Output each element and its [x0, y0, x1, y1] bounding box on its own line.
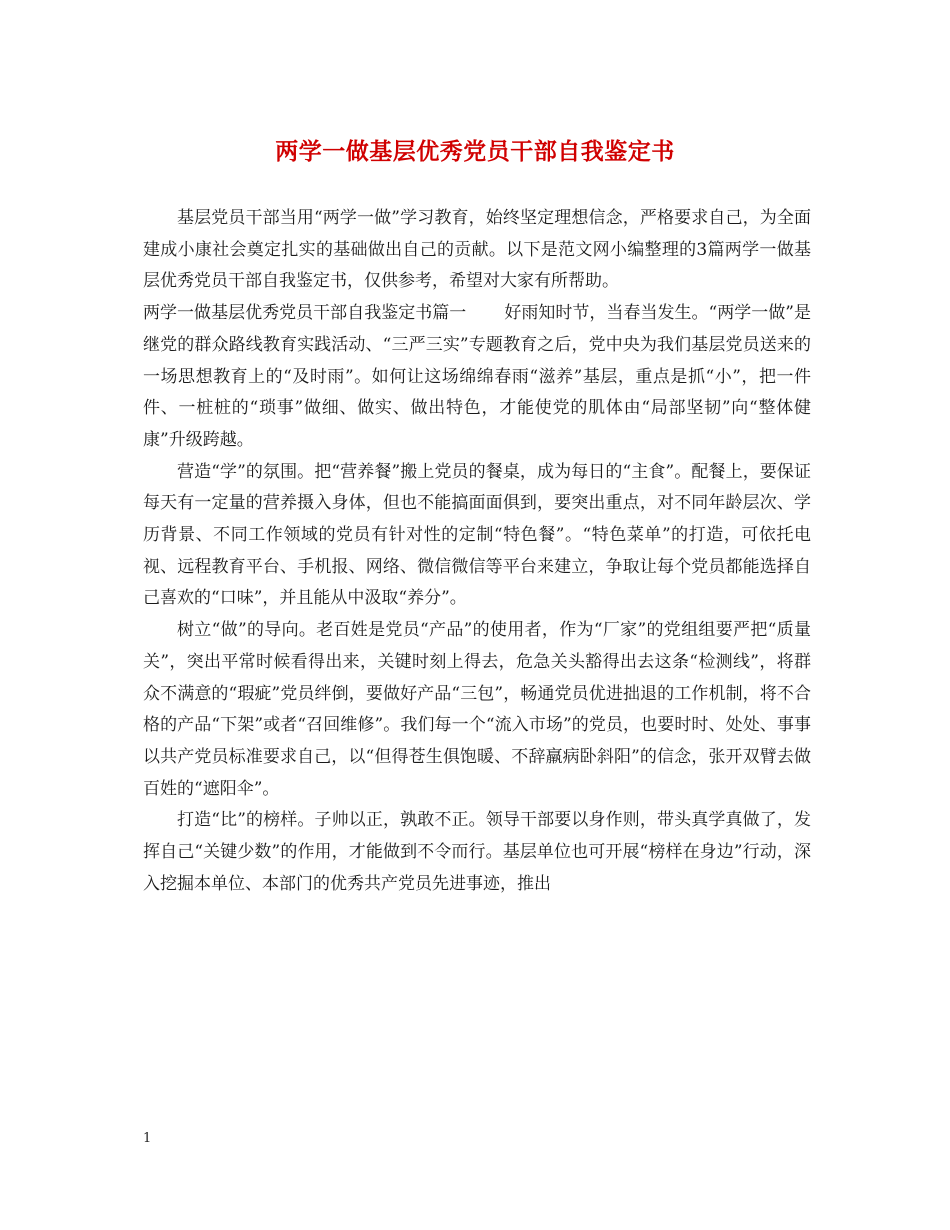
- intro-paragraph: 基层党员干部当用“两学一做”学习教育，始终坚定理想信念，严格要求自己，为全面建成小康社会奠定扎实的基础做出自己的贡献。以下是范文网小编整理的3篇两学一做基层优秀党员干部自我鉴定书，仅供参考，希望对大家有所帮助。: [143, 208, 811, 292]
- section-paragraph: [143, 298, 811, 457]
- paragraph-study: 营造“学”的氛围。把“营养餐”搬上党员的餐桌，成为每日的“主食”。配餐上，要保证每天有一定量的营养摄入身体，但也不能搞面面俱到，要突出重点，对不同年龄层次、学历背景、不同工作领域的党员有针对性的定制“特色餐”。“特色菜单”的打造，可依托电视、远程教育平台、手机报、网络、微信微信等平台来建立，争取让每个党员都能选择自己喜欢的“口味”，并且能从中汲取“养分”。: [143, 461, 811, 609]
- page-number: 1: [143, 1131, 152, 1146]
- paragraph-do: 树立“做”的导向。老百姓是党员“产品”的使用者，作为“厂家”的党组组要严把“质量关”，突出平常时候看得出来，关键时刻上得去，危急关头豁得出去这条“检测线”，将群众不满意的“瑕疵”党员绊倒，要做好产品“三包”，畅通党员优进拙退的工作机制，将不合格的产品“下架”或者“召回维修”。我们每一个“流入市场”的党员，也要时时、处处、事事以共产党员标准要求自己，以“但得苍生俱饱暖、不辞羸病卧斜阳”的信念，张开双臂去做百姓的“遮阳伞”。: [143, 620, 811, 799]
- section-heading: 两学一做基层优秀党员干部自我鉴定书篇一: [143, 303, 467, 324]
- section-text: 好雨知时节，当春当发生。“两学一做”是继党的群众路线教育实践活动、“三严三实”专题教育之后，党中央为我们基层党员送来的一场思想教育上的“及时雨”。如何让这场绵绵春雨“滋养”基层，重点是抓“小”，把一件件、一桩桩的“琐事”做细、做实、做出特色，才能使党的肌体由“局部坚韧”向“整体健康”升级跨越。: [143, 303, 811, 450]
- document-body: [143, 203, 811, 900]
- paragraph-compare: 打造“比”的榜样。子帅以正，孰敢不正。领导干部要以身作则，带头真学真做了，发挥自己“关键少数”的作用，才能做到不令而行。基层单位也可开展“榜样在身边”行动，深入挖掘本单位、本部门的优秀共产党员先进事迹，推出: [143, 810, 811, 894]
- document-title: 两学一做基层优秀党员干部自我鉴定书: [275, 139, 675, 165]
